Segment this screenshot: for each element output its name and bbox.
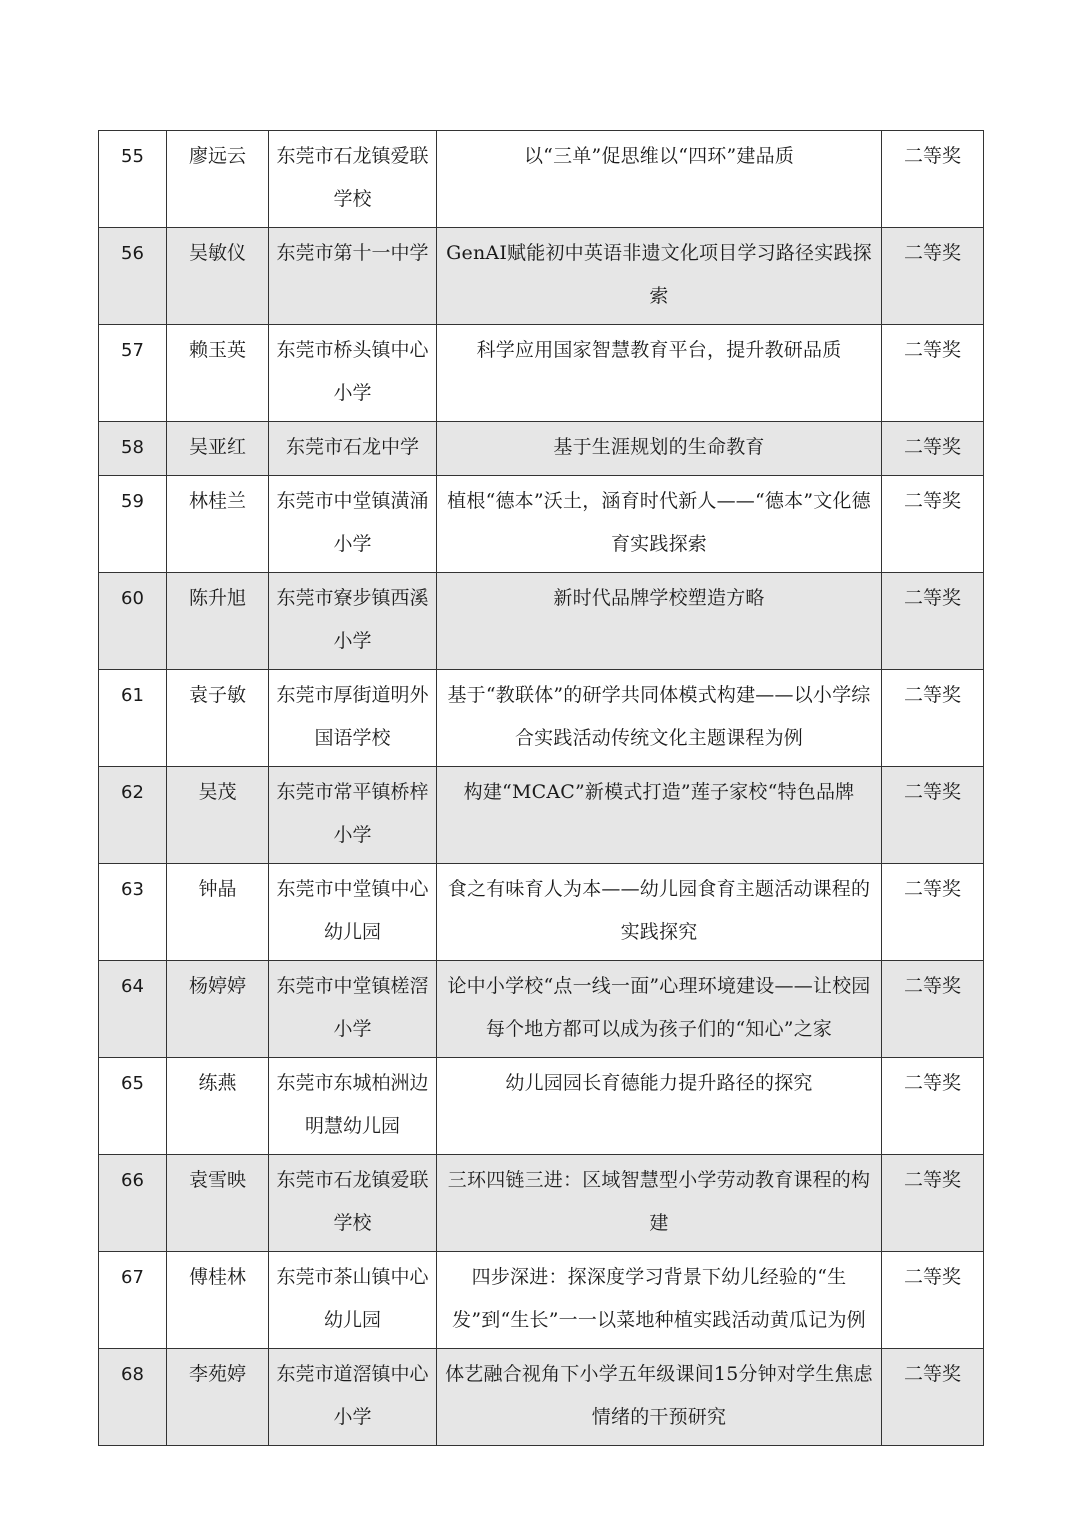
table-row bbox=[99, 864, 984, 961]
award-level: 二等奖 bbox=[882, 422, 984, 476]
author-name: 袁雪映 bbox=[167, 1155, 269, 1252]
award-level: 二等奖 bbox=[882, 1155, 984, 1252]
row-number: 58 bbox=[99, 422, 167, 476]
paper-title: 基于生涯规划的生命教育 bbox=[437, 422, 882, 476]
author-name: 杨婷婷 bbox=[167, 961, 269, 1058]
row-number: 61 bbox=[99, 670, 167, 767]
table-row bbox=[99, 131, 984, 228]
table-row bbox=[99, 1349, 984, 1446]
table-row bbox=[99, 1058, 984, 1155]
table-row bbox=[99, 573, 984, 670]
author-name: 吴敏仪 bbox=[167, 228, 269, 325]
author-name: 吴茂 bbox=[167, 767, 269, 864]
award-level: 二等奖 bbox=[882, 325, 984, 422]
awards-table-body bbox=[99, 131, 984, 1446]
row-number: 60 bbox=[99, 573, 167, 670]
table-row bbox=[99, 325, 984, 422]
school-name: 东莞市厚街道明外国语学校 bbox=[269, 670, 437, 767]
author-name: 吴亚红 bbox=[167, 422, 269, 476]
school-name: 东莞市石龙镇爱联学校 bbox=[269, 1155, 437, 1252]
table-row bbox=[99, 1252, 984, 1349]
award-level: 二等奖 bbox=[882, 131, 984, 228]
author-name: 钟晶 bbox=[167, 864, 269, 961]
school-name: 东莞市桥头镇中心小学 bbox=[269, 325, 437, 422]
school-name: 东莞市中堂镇槎滘小学 bbox=[269, 961, 437, 1058]
paper-title: GenAI赋能初中英语非遗文化项目学习路径实践探索 bbox=[437, 228, 882, 325]
award-level: 二等奖 bbox=[882, 476, 984, 573]
paper-title: 基于“教联体”的研学共同体模式构建——以小学综合实践活动传统文化主题课程为例 bbox=[437, 670, 882, 767]
paper-title: 构建“MCAC”新模式打造”莲子家校“特色品牌 bbox=[437, 767, 882, 864]
paper-title: 以“三单”促思维以“四环”建品质 bbox=[437, 131, 882, 228]
paper-title: 植根“德本”沃土，涵育时代新人——“德本”文化德育实践探索 bbox=[437, 476, 882, 573]
row-number: 62 bbox=[99, 767, 167, 864]
school-name: 东莞市中堂镇中心幼儿园 bbox=[269, 864, 437, 961]
paper-title: 论中小学校“点一线一面”心理环境建设——让校园每个地方都可以成为孩子们的“知心”之家 bbox=[437, 961, 882, 1058]
award-level: 二等奖 bbox=[882, 1252, 984, 1349]
table-row bbox=[99, 767, 984, 864]
table-row bbox=[99, 670, 984, 767]
awards-table bbox=[98, 130, 984, 1446]
author-name: 袁子敏 bbox=[167, 670, 269, 767]
award-level: 二等奖 bbox=[882, 573, 984, 670]
row-number: 56 bbox=[99, 228, 167, 325]
row-number: 68 bbox=[99, 1349, 167, 1446]
award-level: 二等奖 bbox=[882, 767, 984, 864]
row-number: 59 bbox=[99, 476, 167, 573]
award-level: 二等奖 bbox=[882, 1058, 984, 1155]
row-number: 63 bbox=[99, 864, 167, 961]
row-number: 64 bbox=[99, 961, 167, 1058]
paper-title: 新时代品牌学校塑造方略 bbox=[437, 573, 882, 670]
table-row bbox=[99, 961, 984, 1058]
author-name: 林桂兰 bbox=[167, 476, 269, 573]
table-row bbox=[99, 476, 984, 573]
paper-title: 科学应用国家智慧教育平台，提升教研品质 bbox=[437, 325, 882, 422]
award-level: 二等奖 bbox=[882, 864, 984, 961]
award-level: 二等奖 bbox=[882, 670, 984, 767]
school-name: 东莞市石龙中学 bbox=[269, 422, 437, 476]
author-name: 练燕 bbox=[167, 1058, 269, 1155]
author-name: 赖玉英 bbox=[167, 325, 269, 422]
table-row bbox=[99, 422, 984, 476]
school-name: 东莞市中堂镇潢涌小学 bbox=[269, 476, 437, 573]
paper-title: 体艺融合视角下小学五年级课间15分钟对学生焦虑情绪的干预研究 bbox=[437, 1349, 882, 1446]
award-level: 二等奖 bbox=[882, 1349, 984, 1446]
school-name: 东莞市东城柏洲边明慧幼儿园 bbox=[269, 1058, 437, 1155]
school-name: 东莞市茶山镇中心幼儿园 bbox=[269, 1252, 437, 1349]
school-name: 东莞市第十一中学 bbox=[269, 228, 437, 325]
row-number: 55 bbox=[99, 131, 167, 228]
award-level: 二等奖 bbox=[882, 228, 984, 325]
award-level: 二等奖 bbox=[882, 961, 984, 1058]
author-name: 李苑婷 bbox=[167, 1349, 269, 1446]
school-name: 东莞市寮步镇西溪小学 bbox=[269, 573, 437, 670]
author-name: 陈升旭 bbox=[167, 573, 269, 670]
table-row bbox=[99, 1155, 984, 1252]
paper-title: 幼儿园园长育德能力提升路径的探究 bbox=[437, 1058, 882, 1155]
table-row bbox=[99, 228, 984, 325]
paper-title: 食之有味育人为本——幼儿园食育主题活动课程的实践探究 bbox=[437, 864, 882, 961]
row-number: 65 bbox=[99, 1058, 167, 1155]
author-name: 傅桂林 bbox=[167, 1252, 269, 1349]
row-number: 66 bbox=[99, 1155, 167, 1252]
row-number: 67 bbox=[99, 1252, 167, 1349]
row-number: 57 bbox=[99, 325, 167, 422]
school-name: 东莞市常平镇桥梓小学 bbox=[269, 767, 437, 864]
paper-title: 四步深进：探深度学习背景下幼儿经验的“生发”到“生长”一一以菜地种植实践活动黄瓜记为例 bbox=[437, 1252, 882, 1349]
school-name: 东莞市石龙镇爱联学校 bbox=[269, 131, 437, 228]
school-name: 东莞市道滘镇中心小学 bbox=[269, 1349, 437, 1446]
paper-title: 三环四链三进：区域智慧型小学劳动教育课程的构建 bbox=[437, 1155, 882, 1252]
author-name: 廖远云 bbox=[167, 131, 269, 228]
